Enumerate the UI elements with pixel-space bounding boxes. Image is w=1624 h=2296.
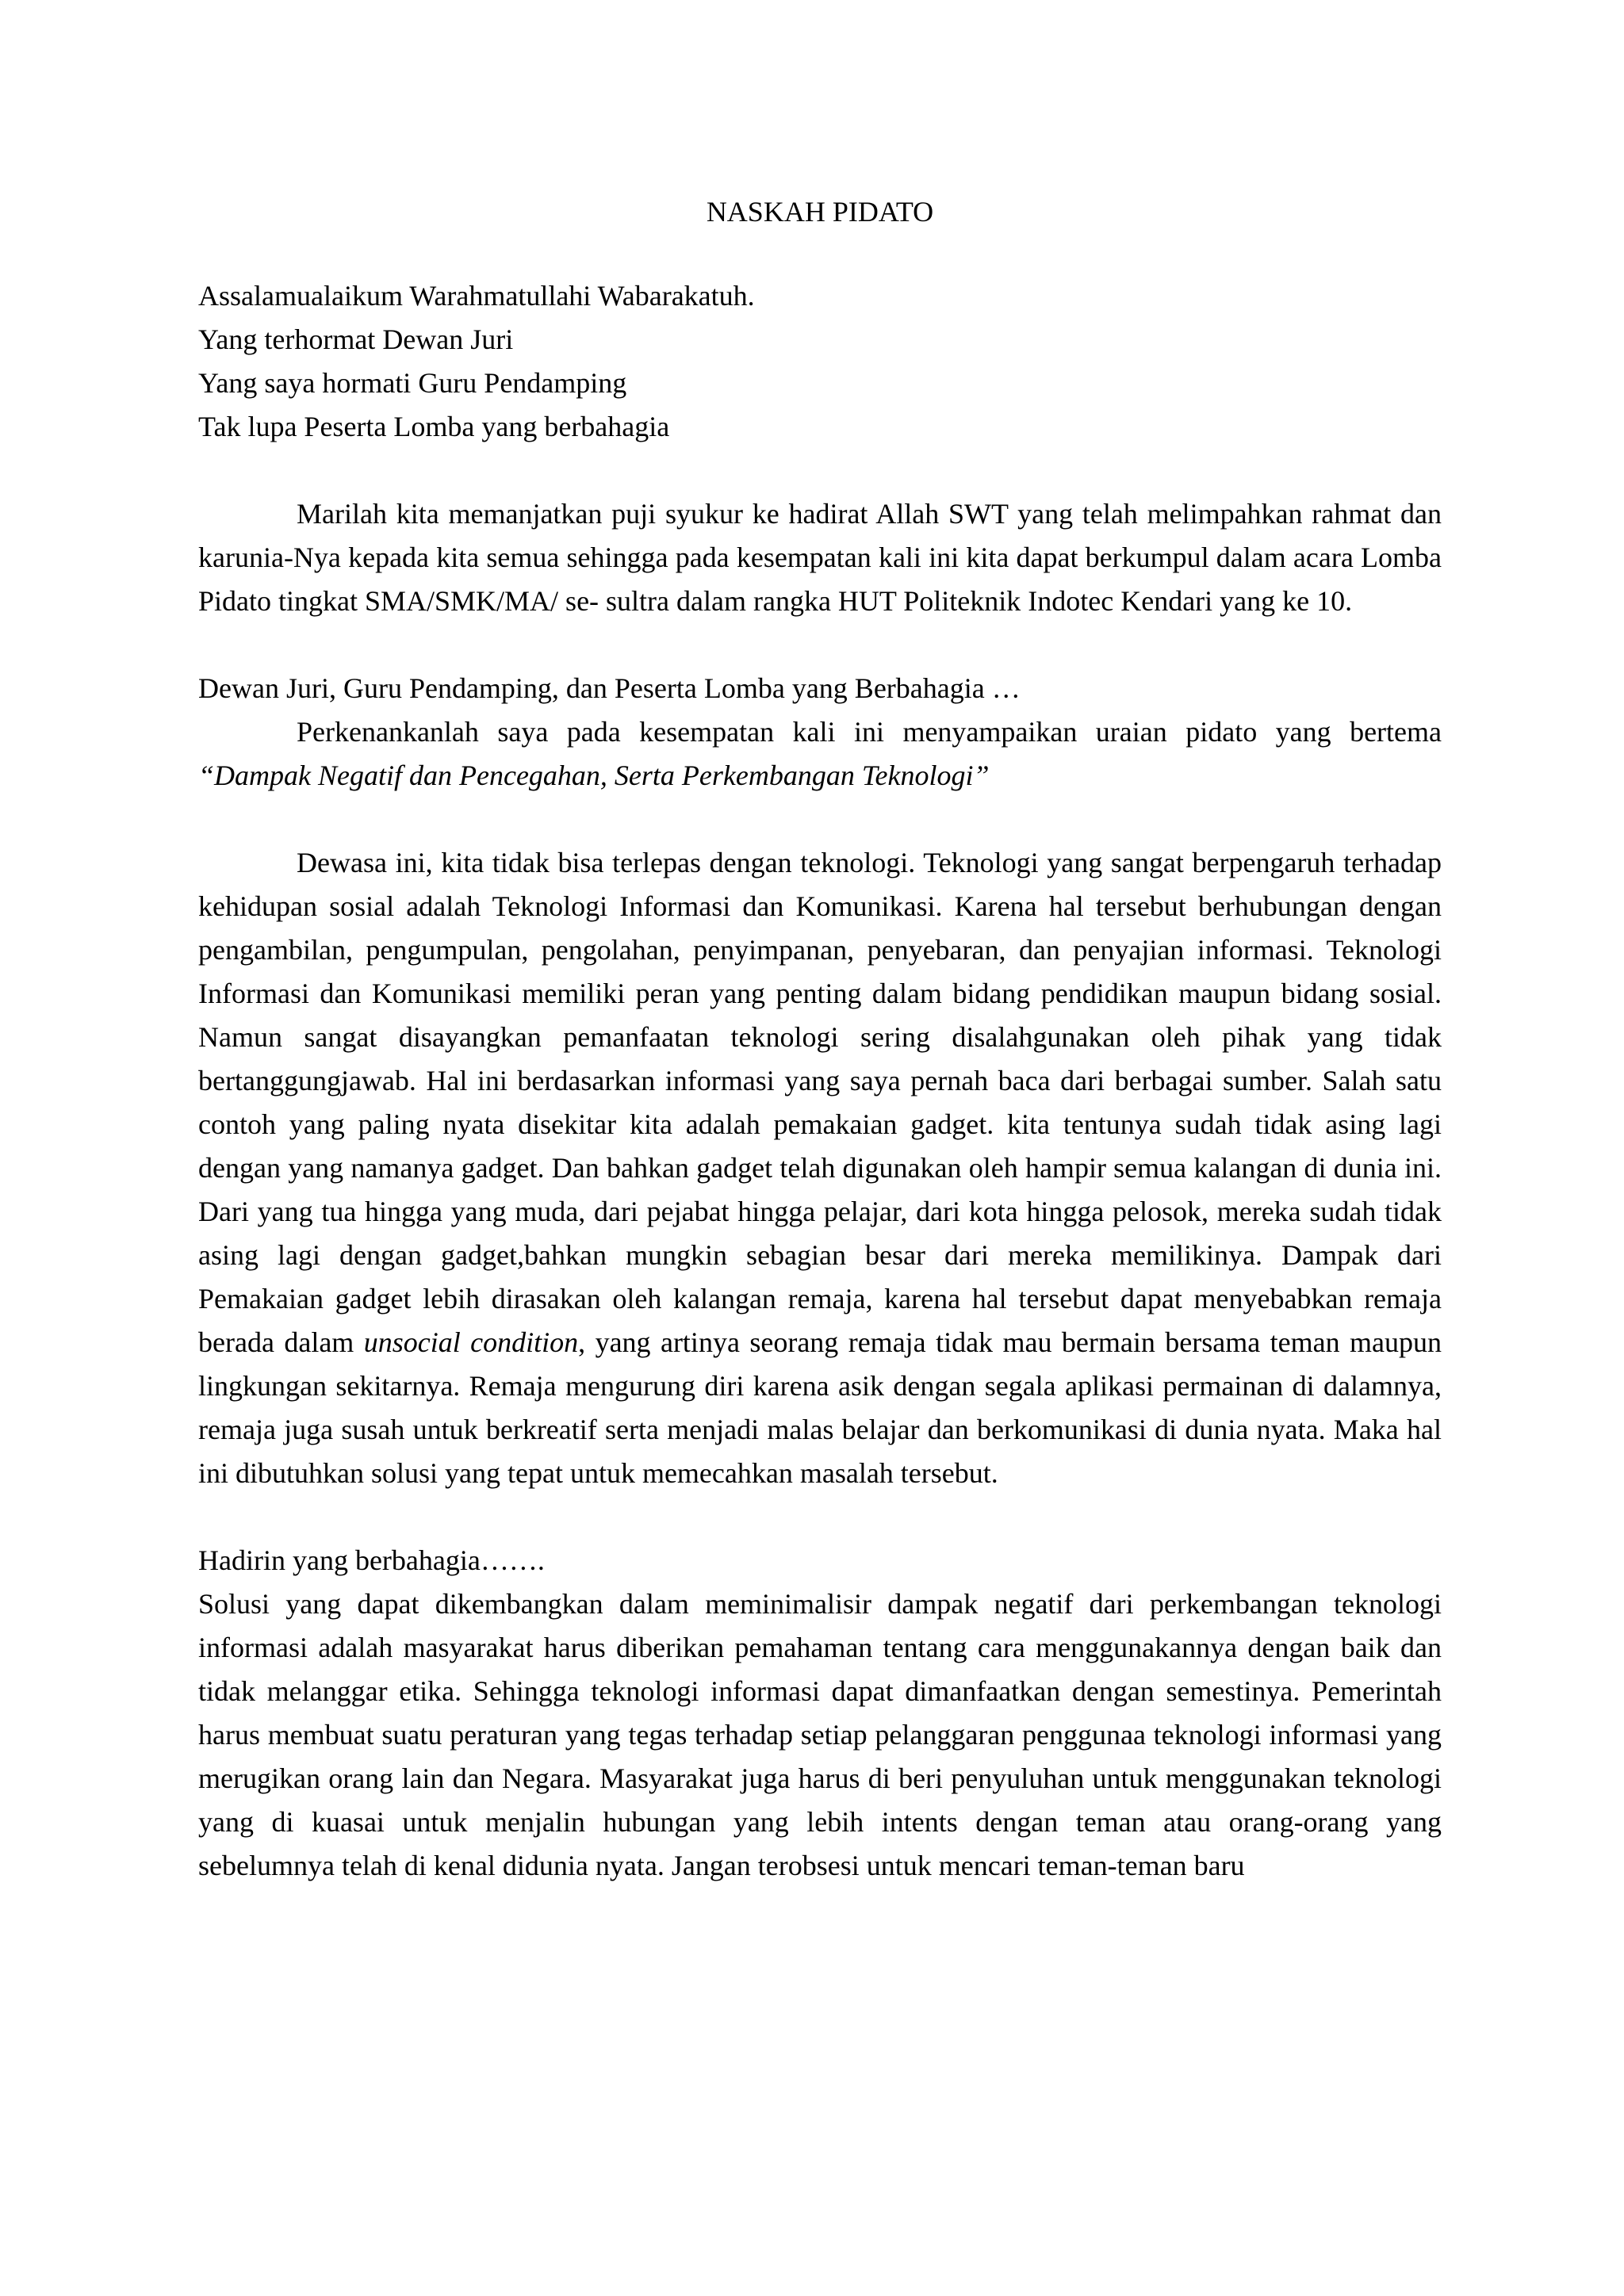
technology-text-part1: Dewasa ini, kita tidak bisa terlepas dengan teknologi. Teknologi yang sangat berpengaruh terhadap kehidupan sosial adalah Teknologi Informasi dan Komunikasi. Karena hal tersebut berhubungan dengan pengambilan, pengumpulan, pengolahan, penyimpanan, penyebaran, dan penyajian informasi. Teknologi Informasi dan Komunikasi memiliki peran yang penting dalam bidang pendidikan maupun bidang sosial. Namun sangat disayangkan pemanfaatan teknologi sering disalahgunakan oleh pihak yang tidak bertanggungjawab. Hal ini berdasarkan informasi yang saya pernah baca dari berbagai sumber. Salah satu contoh yang paling nyata disekitar kita adalah pemakaian gadget. kita tentunya sudah tidak asing lagi dengan yang namanya gadget. Dan bahkan gadget telah digunakan oleh hampir semua kalangan di dunia ini. Dari yang tua hingga yang muda, dari pejabat hingga pelajar, dari kota hingga pelosok, mereka sudah tidak asing lagi dengan gadget,bahkan mungkin sebagian besar dari mereka memilikinya. Dampak dari Pemakaian gadget lebih dirasakan oleh kalangan remaja, karena hal tersebut dapat menyebabkan remaja berada dalam <box>198 847 1442 1358</box>
opening-paragraph: Marilah kita memanjatkan puji syukur ke hadirat Allah SWT yang telah melimpahkan rahmat dan karunia-Nya kepada kita semua sehingga pada kesempatan kali ini kita dapat berkumpul dalam acara Lomba Pidato tingkat SMA/SMK/MA/ se- sultra dalam rangka HUT Politeknik Indotec Kendari yang ke 10. <box>198 498 1442 617</box>
speech-theme: “Dampak Negatif dan Pencegahan, Serta Perkembangan Teknologi” <box>198 760 990 791</box>
greetings-block <box>198 274 1442 449</box>
greeting-line: Yang terhormat Dewan Juri <box>198 323 514 355</box>
greeting-line: Tak lupa Peserta Lomba yang berbahagia <box>198 411 670 442</box>
address-line: Dewan Juri, Guru Pendamping, dan Peserta Lomba yang Berbahagia … <box>198 672 1021 704</box>
solution-paragraph: Solusi yang dapat dikembangkan dalam meminimalisir dampak negatif dari perkembangan teknologi informasi adalah masyarakat harus diberikan pemahaman tentang cara menggunakannya dengan baik dan tidak melanggar etika. Sehingga teknologi informasi dapat dimanfaatkan dengan semestinya. Pemerintah harus membuat suatu peraturan yang tegas terhadap setiap pelanggaran penggunaa teknologi informasi yang merugikan orang lain dan Negara. Masyarakat juga harus di beri penyuluhan untuk menggunakan teknologi yang di kuasai untuk menjalin hubungan yang lebih intents dengan teman atau orang-orang yang sebelumnya telah di kenal didunia nyata. Jangan terobsesi untuk mencari teman-teman baru <box>198 1588 1442 1881</box>
technology-paragraph <box>198 841 1442 1495</box>
address-line: Hadirin yang berbahagia……. <box>198 1544 545 1576</box>
italic-term: unsocial condition <box>363 1326 579 1358</box>
theme-paragraph <box>198 710 1442 798</box>
technology-text-part2: , yang artinya seorang remaja tidak mau bermain bersama teman maupun lingkungan sekitarnya. Remaja mengurung diri karena asik dengan segala aplikasi permainan di dalamnya, remaja juga susah untuk berkreatif serta menjadi malas belajar dan berkomunikasi di dunia nyata. Maka hal ini dibutuhkan solusi yang tepat untuk memecahkan masalah tersebut. <box>198 1326 1442 1489</box>
document-page <box>198 190 1442 1888</box>
greeting-line: Yang saya hormati Guru Pendamping <box>198 367 627 399</box>
greeting-line: Assalamualaikum Warahmatullahi Wabarakatuh. <box>198 280 755 312</box>
document-title: NASKAH PIDATO <box>706 196 934 228</box>
theme-intro-text: Perkenankanlah saya pada kesempatan kali ini menyampaikan uraian pidato yang bertema <box>297 716 1442 748</box>
